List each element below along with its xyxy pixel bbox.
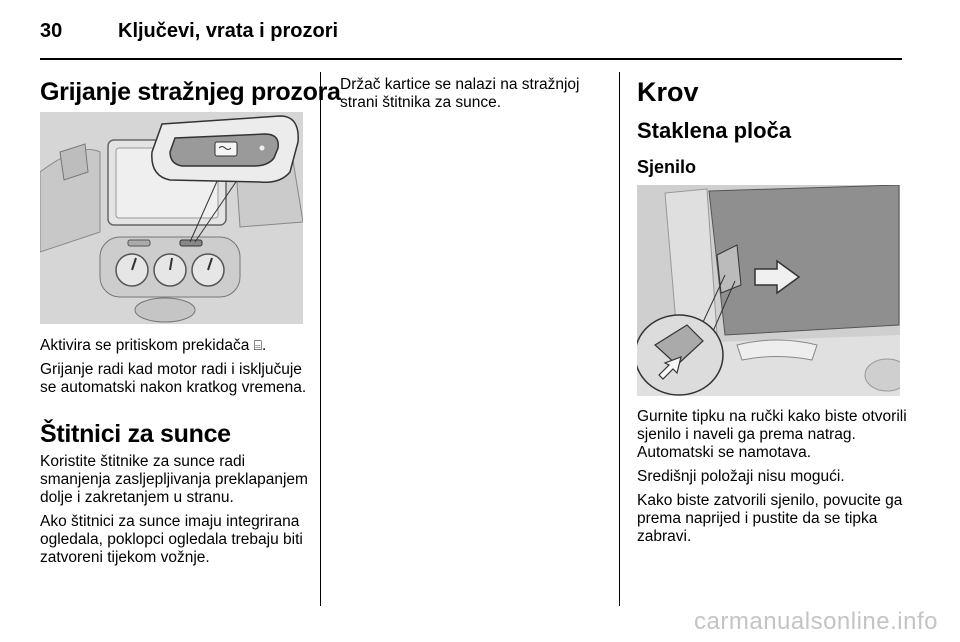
figure-sunblind: [637, 185, 900, 396]
heading-roof: Krov: [637, 77, 699, 107]
figure-dashboard-switch: [40, 112, 303, 324]
paragraph-activate: Aktivira se pritiskom prekidača ⌸.: [40, 337, 267, 354]
paragraph-middle-positions: Središnji položaji nisu mogući.: [637, 468, 845, 485]
paragraph-sun-visors: Koristite štitnike za sunce radi smanjenja zasljepljivanja preklapanjem dolje i zakretanjem u stranu.: [40, 453, 308, 506]
page-number: 30: [40, 20, 63, 42]
header-rule: [40, 58, 902, 60]
column-divider: [619, 72, 620, 606]
heading-sunblind: Sjenilo: [637, 157, 697, 177]
paragraph-mirror-covers: Ako štitnici za sunce imaju integrirana ogledala, poklopci ogledala trebaju biti zatvoreni tijekom vožnje.: [40, 513, 303, 566]
column-divider: [320, 72, 321, 606]
column-right: [637, 76, 903, 178]
rear-defrost-icon: ⌸: [253, 338, 263, 354]
dashboard-illustration: [40, 112, 303, 324]
heading-sun-visors: Štitnici za sunce: [40, 420, 231, 448]
watermark: carmanualsonline.info: [694, 608, 938, 635]
paragraph-heating-info: Grijanje radi kad motor radi i isključuje se automatski nakon kratkog vremena.: [40, 361, 307, 396]
paragraph-open-sunblind: Gurnite tipku na ručki kako biste otvorili sjenilo i naveli ga prema natrag. Automatski se namotava.: [637, 408, 907, 461]
column-left-text: [40, 337, 308, 567]
heading-rear-window-heating: Grijanje stražnjeg prozora: [40, 78, 341, 106]
paragraph-close-sunblind: Kako biste zatvorili sjenilo, povucite ga prema naprijed i pustite da se tipka zabravi.: [637, 492, 903, 545]
column-middle: [340, 76, 602, 112]
paragraph-card-holder: Držač kartice se nalazi na stražnjoj strani štitnika za sunce.: [340, 76, 580, 111]
section-title: Ključevi, vrata i prozori: [118, 20, 339, 42]
column-right-text: [637, 408, 907, 546]
page-header: [40, 14, 900, 50]
sunblind-illustration: [637, 185, 900, 396]
heading-glass-panel: Staklena ploča: [637, 118, 792, 143]
